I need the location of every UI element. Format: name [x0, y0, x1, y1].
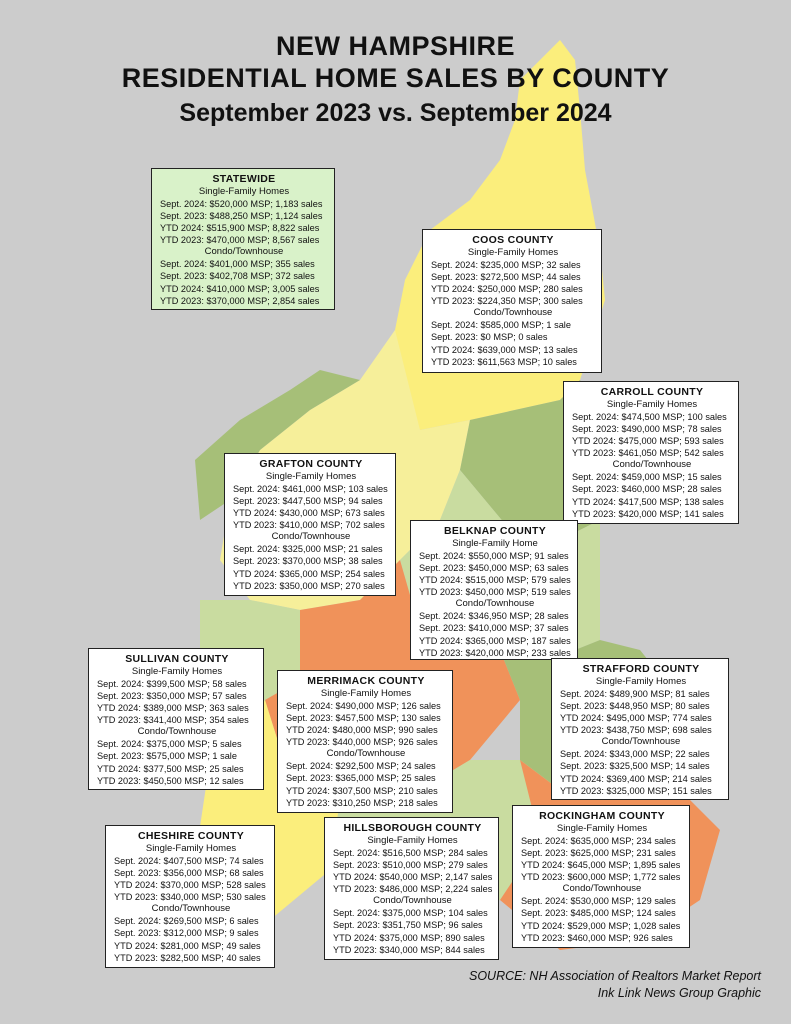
stat-line: Sept. 2023: $625,000 MSP; 231 sales: [521, 848, 676, 859]
stat-line: Sept. 2023: $312,000 MSP; 9 sales: [114, 928, 259, 939]
sf-label: Single-Family Homes: [467, 247, 559, 258]
box-title: BELKNAP COUNTY: [443, 525, 546, 537]
stat-line: YTD 2023: $410,000 MSP; 702 sales: [233, 520, 385, 531]
stat-line: YTD 2023: $282,500 MSP; 40 sales: [114, 952, 261, 963]
stat-line: Sept. 2023: $272,500 MSP; 44 sales: [431, 272, 581, 283]
stat-line: YTD 2024: $495,000 MSP; 774 sales: [560, 713, 712, 724]
belknap-box: [410, 520, 578, 660]
stat-line: Sept. 2024: $399,500 MSP; 58 sales: [97, 679, 247, 689]
stat-line: YTD 2024: $389,000 MSP; 363 sales: [97, 703, 249, 714]
stat-line: Sept. 2023: $450,000 MSP; 63 sales: [419, 563, 569, 574]
stat-line: YTD 2024: $515,900 MSP; 8,822 sales: [160, 223, 320, 234]
credit-line: Ink Link News Group Graphic: [597, 986, 761, 1000]
stat-line: Sept. 2024: $635,000 MSP; 234 sales: [521, 836, 676, 846]
stat-line: YTD 2023: $340,000 MSP; 530 sales: [114, 892, 266, 903]
stat-line: Sept. 2023: $351,750 MSP; 96 sales: [333, 920, 483, 931]
stat-line: Sept. 2023: $370,000 MSP; 38 sales: [233, 556, 383, 567]
box-title: MERRIMACK COUNTY: [307, 675, 425, 687]
stat-line: Sept. 2023: $0 MSP; 0 sales: [431, 332, 548, 343]
sf-label: Single-Family Homes: [320, 688, 412, 699]
sf-label: Single-Family Homes: [145, 843, 237, 854]
stat-line: YTD 2023: $420,000 MSP; 233 sales: [419, 647, 571, 658]
stat-line: YTD 2024: $307,500 MSP; 210 sales: [286, 785, 438, 796]
source-credit: [469, 968, 761, 1002]
stat-line: YTD 2023: $486,000 MSP; 2,224 sales: [333, 884, 493, 895]
stat-line: Sept. 2023: $485,000 MSP; 124 sales: [521, 908, 676, 919]
statewide-box: [151, 168, 335, 310]
stat-line: YTD 2023: $340,000 MSP; 844 sales: [333, 944, 485, 955]
cheshire-box: [105, 825, 275, 968]
stat-line: Sept. 2024: $269,500 MSP; 6 sales: [114, 916, 259, 927]
box-title: STATEWIDE: [212, 173, 276, 185]
stat-line: YTD 2024: $375,000 MSP; 890 sales: [333, 932, 485, 943]
stat-line: Sept. 2024: $474,500 MSP; 100 sales: [572, 412, 727, 422]
stat-line: YTD 2024: $480,000 MSP; 990 sales: [286, 725, 438, 736]
stat-line: Sept. 2024: $401,000 MSP; 355 sales: [160, 259, 315, 270]
stat-line: Sept. 2024: $550,000 MSP; 91 sales: [419, 551, 569, 561]
stat-line: YTD 2023: $470,000 MSP; 8,567 sales: [160, 235, 320, 246]
box-title: STRAFFORD COUNTY: [582, 663, 700, 675]
stat-line: Sept. 2024: $375,000 MSP; 5 sales: [97, 739, 242, 750]
stat-line: Sept. 2024: $375,000 MSP; 104 sales: [333, 908, 488, 919]
stat-line: YTD 2024: $410,000 MSP; 3,005 sales: [160, 283, 320, 294]
title-line-2: RESIDENTIAL HOME SALES BY COUNTY: [121, 63, 670, 93]
condo-label: Condo/Townhouse: [151, 903, 231, 915]
stat-line: YTD 2023: $438,750 MSP; 698 sales: [560, 725, 712, 736]
box-title: CARROLL COUNTY: [600, 386, 704, 398]
stat-line: YTD 2024: $515,000 MSP; 579 sales: [419, 575, 571, 586]
condo-label: Condo/Townhouse: [271, 531, 351, 543]
stat-line: Sept. 2024: $292,500 MSP; 24 sales: [286, 761, 436, 772]
sullivan-box: [88, 648, 264, 790]
grafton-box: [224, 453, 396, 596]
condo-label: Condo/Townhouse: [612, 459, 692, 471]
stat-line: Sept. 2024: $490,000 MSP; 126 sales: [286, 701, 441, 711]
strafford-box: [551, 658, 729, 800]
stat-line: YTD 2023: $600,000 MSP; 1,772 sales: [521, 872, 681, 883]
stat-line: YTD 2024: $639,000 MSP; 13 sales: [431, 344, 578, 355]
sf-label: Single-Family Home: [452, 538, 538, 549]
stat-line: Sept. 2023: $402,708 MSP; 372 sales: [160, 271, 315, 282]
source-line: SOURCE: NH Association of Realtors Market Report: [469, 969, 761, 983]
stat-line: Sept. 2024: $489,900 MSP; 81 sales: [560, 689, 710, 699]
stat-line: YTD 2023: $370,000 MSP; 2,854 sales: [160, 295, 320, 306]
stat-line: Sept. 2023: $365,000 MSP; 25 sales: [286, 773, 436, 784]
sf-label: Single-Family Homes: [198, 186, 290, 197]
title-line-1: NEW HAMPSHIRE: [275, 31, 515, 61]
stat-line: YTD 2024: $417,500 MSP; 138 sales: [572, 496, 724, 507]
stat-line: Sept. 2024: $520,000 MSP; 1,183 sales: [160, 199, 323, 209]
condo-label: Condo/Townhouse: [455, 598, 535, 610]
merrimack-box: [277, 670, 453, 813]
stat-line: YTD 2023: $450,000 MSP; 519 sales: [419, 587, 571, 598]
stat-line: Sept. 2023: $575,000 MSP; 1 sale: [97, 751, 237, 762]
stat-line: Sept. 2024: $325,000 MSP; 21 sales: [233, 544, 383, 555]
stat-line: Sept. 2023: $457,500 MSP; 130 sales: [286, 713, 441, 724]
stat-line: Sept. 2024: $585,000 MSP; 1 sale: [431, 320, 571, 331]
sf-label: Single-Family Homes: [265, 471, 357, 482]
stat-line: YTD 2024: $430,000 MSP; 673 sales: [233, 508, 385, 519]
stat-line: Sept. 2023: $510,000 MSP; 279 sales: [333, 860, 488, 871]
stat-line: Sept. 2024: $530,000 MSP; 129 sales: [521, 896, 676, 907]
box-title: HILLSBOROUGH COUNTY: [343, 822, 482, 834]
stat-line: YTD 2023: $310,250 MSP; 218 sales: [286, 797, 438, 808]
sf-label: Single-Family Homes: [606, 399, 698, 410]
stat-line: Sept. 2024: $235,000 MSP; 32 sales: [431, 260, 581, 270]
stat-line: YTD 2023: $460,000 MSP; 926 sales: [521, 932, 673, 943]
coos-box: [422, 229, 602, 373]
box-title: ROCKINGHAM COUNTY: [539, 810, 665, 822]
stat-line: YTD 2024: $377,500 MSP; 25 sales: [97, 763, 244, 774]
stat-line: YTD 2024: $281,000 MSP; 49 sales: [114, 940, 261, 951]
hillsborough-box: [324, 817, 499, 960]
stat-line: Sept. 2024: $343,000 MSP; 22 sales: [560, 749, 710, 760]
stat-line: YTD 2023: $341,400 MSP; 354 sales: [97, 715, 249, 726]
stat-line: YTD 2024: $369,400 MSP; 214 sales: [560, 773, 712, 784]
stat-line: Sept. 2023: $448,950 MSP; 80 sales: [560, 701, 710, 712]
stat-line: Sept. 2023: $350,000 MSP; 57 sales: [97, 691, 247, 702]
stat-line: Sept. 2023: $325,500 MSP; 14 sales: [560, 761, 710, 772]
stat-line: YTD 2024: $370,000 MSP; 528 sales: [114, 880, 266, 891]
box-title: SULLIVAN COUNTY: [125, 653, 229, 665]
condo-label: Condo/Townhouse: [562, 883, 642, 895]
stat-line: YTD 2024: $250,000 MSP; 280 sales: [431, 284, 583, 295]
stat-line: YTD 2024: $540,000 MSP; 2,147 sales: [333, 872, 493, 883]
sf-label: Single-Family Homes: [131, 666, 223, 677]
stat-line: YTD 2023: $350,000 MSP; 270 sales: [233, 580, 385, 591]
title-line-3: September 2023 vs. September 2024: [179, 99, 612, 127]
condo-label: Condo/Townhouse: [204, 246, 284, 258]
stat-line: Sept. 2023: $488,250 MSP; 1,124 sales: [160, 211, 323, 222]
box-title: GRAFTON COUNTY: [259, 458, 363, 470]
sf-label: Single-Family Homes: [556, 823, 648, 834]
stat-line: YTD 2024: $365,000 MSP; 254 sales: [233, 568, 385, 579]
condo-label: Condo/Townhouse: [137, 726, 217, 738]
stat-line: Sept. 2024: $461,000 MSP; 103 sales: [233, 484, 388, 494]
carroll-box: [563, 381, 739, 524]
stat-line: YTD 2023: $325,000 MSP; 151 sales: [560, 785, 712, 796]
sf-label: Single-Family Homes: [595, 676, 687, 687]
stat-line: Sept. 2024: $346,950 MSP; 28 sales: [419, 611, 569, 622]
condo-label: Condo/Townhouse: [601, 736, 681, 748]
stat-line: YTD 2024: $645,000 MSP; 1,895 sales: [521, 860, 681, 871]
stat-line: YTD 2023: $440,000 MSP; 926 sales: [286, 737, 438, 748]
stat-line: Sept. 2024: $459,000 MSP; 15 sales: [572, 472, 722, 483]
stat-line: Sept. 2023: $460,000 MSP; 28 sales: [572, 484, 722, 495]
stat-line: YTD 2023: $420,000 MSP; 141 sales: [572, 508, 724, 519]
box-title: COOS COUNTY: [472, 234, 554, 246]
stat-line: YTD 2023: $461,050 MSP; 542 sales: [572, 448, 724, 459]
stat-line: YTD 2023: $450,500 MSP; 12 sales: [97, 775, 244, 786]
condo-label: Condo/Townhouse: [373, 895, 452, 907]
stat-line: YTD 2023: $611,563 MSP; 10 sales: [431, 356, 577, 367]
stat-line: Sept. 2023: $410,000 MSP; 37 sales: [419, 623, 569, 634]
stat-line: YTD 2023: $224,350 MSP; 300 sales: [431, 296, 583, 307]
rockingham-box: [512, 805, 690, 948]
stat-line: Sept. 2023: $356,000 MSP; 68 sales: [114, 868, 264, 879]
title-block: [0, 30, 791, 130]
stat-line: Sept. 2024: $516,500 MSP; 284 sales: [333, 848, 488, 858]
stat-line: YTD 2024: $365,000 MSP; 187 sales: [419, 635, 571, 646]
condo-label: Condo/Townhouse: [326, 748, 406, 760]
stat-line: YTD 2024: $475,000 MSP; 593 sales: [572, 436, 724, 447]
condo-label: Condo/Townhouse: [473, 307, 553, 319]
stat-line: Sept. 2023: $490,000 MSP; 78 sales: [572, 424, 722, 435]
stat-line: Sept. 2024: $407,500 MSP; 74 sales: [114, 856, 264, 866]
stat-line: YTD 2024: $529,000 MSP; 1,028 sales: [521, 920, 681, 931]
box-title: CHESHIRE COUNTY: [137, 830, 244, 842]
stat-line: Sept. 2023: $447,500 MSP; 94 sales: [233, 496, 383, 507]
sf-label: Single-Family Homes: [367, 835, 458, 846]
